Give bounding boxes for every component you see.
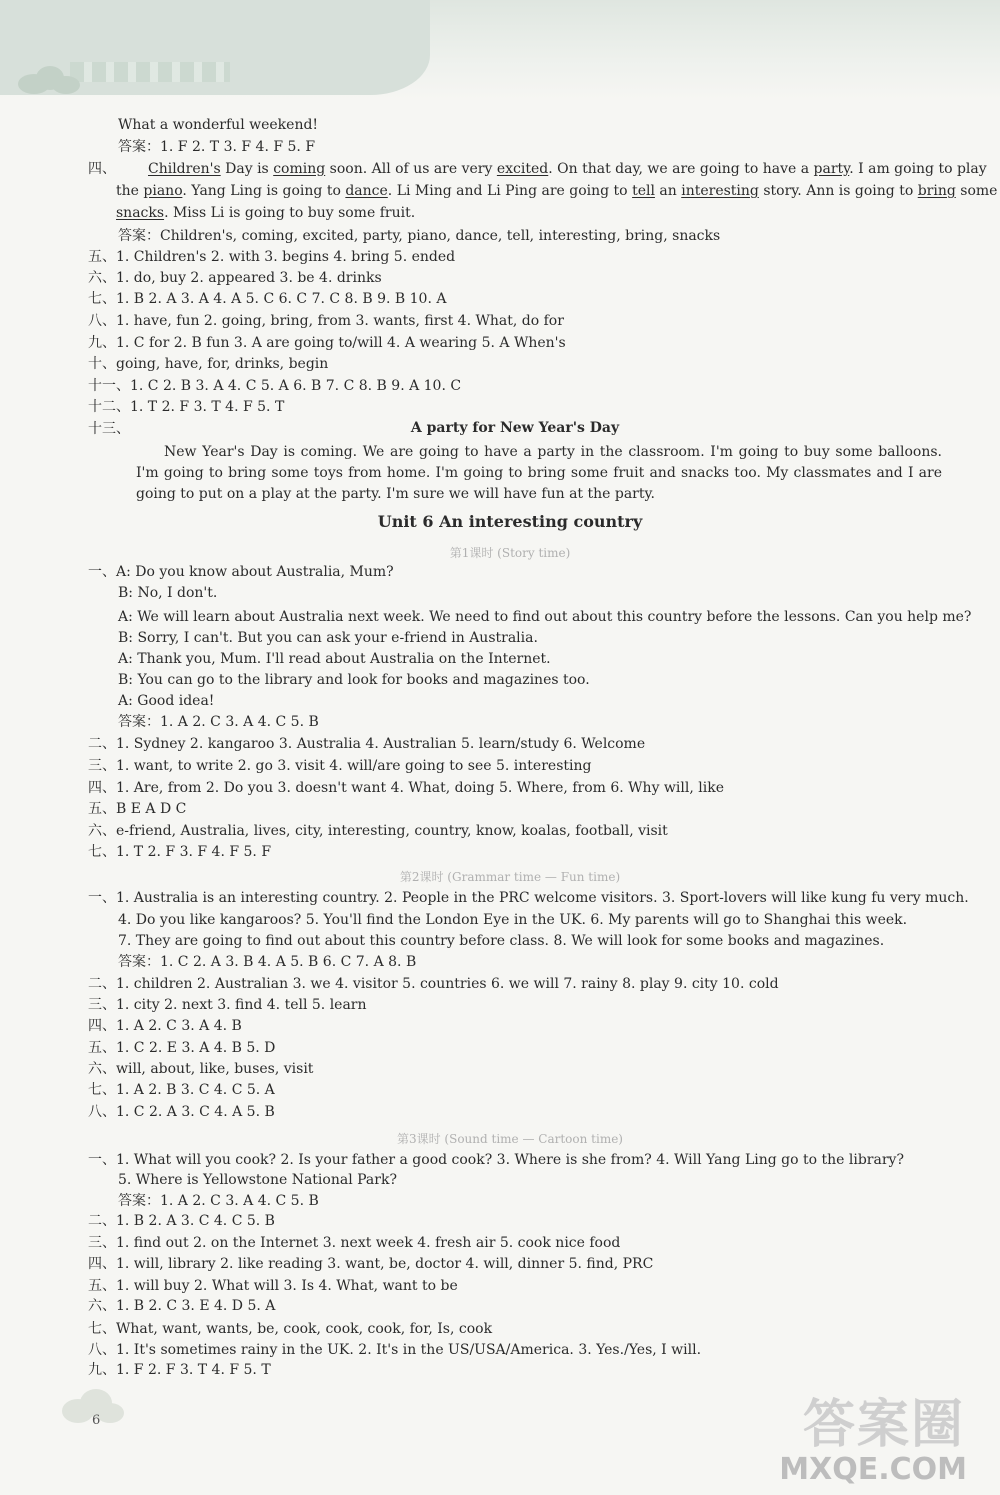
answer-line: 五、1. will buy 2. What will 3. Is 4. What, want to be <box>88 1278 458 1294</box>
answer-line: 十一、1. C 2. B 3. A 4. C 5. A 6. B 7. C 8. B 9. A 10. C <box>88 378 462 394</box>
passage-text: some <box>955 183 998 199</box>
passage-text: . Miss Li is going to buy some fruit. <box>164 205 416 221</box>
answer-line: 五、1. C 2. E 3. A 4. B 5. D <box>88 1040 276 1056</box>
answer-line: 答案：Children's, coming, excited, party, piano, dance, tell, interesting, bring, snacks <box>118 228 721 244</box>
lesson-title: 第1课时 (Story time) <box>449 546 571 560</box>
answer-line: 五、1. Children's 2. with 3. begins 4. bring 5. ended <box>88 249 456 265</box>
answer-line: What a wonderful weekend! <box>118 117 319 133</box>
answer-line: 六、1. do, buy 2. appeared 3. be 4. drinks <box>88 270 382 286</box>
answer-line: 三、1. city 2. next 3. find 4. tell 5. learn <box>88 997 367 1013</box>
blank-word: coming <box>273 161 326 177</box>
passage-text: story. Ann is going to <box>758 183 918 199</box>
page-number: 6 <box>92 1413 101 1428</box>
answer-line: 四、1. will, library 2. like reading 3. want, be, doctor 4. will, dinner 5. find, PRC <box>88 1256 654 1272</box>
answer-line: 一、1. Australia is an interesting country. 2. People in the PRC welcome visitors. 3. Sport-lovers will like kung fu very much. <box>88 890 969 906</box>
blank-word: party <box>813 161 850 177</box>
passage-text: the <box>116 183 144 199</box>
passage-text: . Yang Ling is going to <box>182 183 346 199</box>
answer-line: 十二、1. T 2. F 3. T 4. F 5. T <box>88 399 285 415</box>
answer-line: 5. Where is Yellowstone National Park? <box>118 1172 397 1188</box>
passage-text: . I am going to play <box>849 161 987 177</box>
answer-line: 九、1. C for 2. B fun 3. A are going to/will 4. A wearing 5. A When's <box>88 335 566 351</box>
fill-passage-line-1 <box>148 160 987 178</box>
cloud-icon <box>12 58 102 98</box>
blank-word: dance <box>345 183 388 199</box>
blank-word: bring <box>917 183 956 199</box>
dialogue-line: A: We will learn about Australia next week. We need to find out about this country before the lessons. Can you help me? <box>118 609 972 625</box>
essay-title: A party for New Year's Day <box>410 420 620 436</box>
answer-line: 七、1. T 2. F 3. F 4. F 5. F <box>88 844 272 860</box>
answer-line: 7. They are going to find out about this country before class. 8. We will look for some books and magazines. <box>118 933 885 949</box>
watermark-logo-text: 答案圈 <box>802 1395 965 1455</box>
dialogue-line: B: No, I don't. <box>118 585 218 601</box>
answer-line: 四、1. A 2. C 3. A 4. B <box>88 1018 242 1034</box>
blank-word: excited <box>496 161 549 177</box>
question-label: 四、 <box>88 161 116 177</box>
dialogue-line: 一、A: Do you know about Australia, Mum? <box>88 564 394 580</box>
answer-line: 六、1. B 2. C 3. E 4. D 5. A <box>88 1298 276 1314</box>
watermark-url: MXQE.COM <box>779 1452 967 1487</box>
answer-line: 六、e-friend, Australia, lives, city, interesting, country, know, koalas, football, visit <box>88 823 668 839</box>
answer-line: 九、1. F 2. F 3. T 4. F 5. T <box>88 1362 271 1378</box>
unit-title: Unit 6 An interesting country <box>377 512 643 531</box>
passage-text: Day is <box>220 161 274 177</box>
dialogue-line: A: Good idea! <box>118 693 215 709</box>
answer-line: 二、1. Sydney 2. kangaroo 3. Australia 4. Australian 5. learn/study 6. Welcome <box>88 736 646 752</box>
answer-line: 四、1. Are, from 2. Do you 3. doesn't want 4. What, doing 5. Where, from 6. Why will, like <box>88 780 724 796</box>
blank-word: piano <box>143 183 183 199</box>
answer-line: 一、1. What will you cook? 2. Is your father a good cook? 3. Where is she from? 4. Will Yang Ling go to the library? <box>88 1152 904 1168</box>
answer-line: 十、going, have, for, drinks, begin <box>88 356 329 372</box>
answer-line: 八、1. have, fun 2. going, bring, from 3. wants, first 4. What, do for <box>88 313 564 329</box>
fill-passage-line-2 <box>116 182 997 200</box>
blank-word: Children's <box>148 161 221 177</box>
answer-line: 五、B E A D C <box>88 801 187 817</box>
blank-word: tell <box>632 183 655 199</box>
answer-line: 答案：1. F 2. T 3. F 4. F 5. F <box>118 139 316 155</box>
answer-line: 4. Do you like kangaroos? 5. You'll find the London Eye in the UK. 6. My parents will go to Shanghai this week. <box>118 912 908 928</box>
answer-line: 三、1. find out 2. on the Internet 3. next week 4. fresh air 5. cook nice food <box>88 1235 621 1251</box>
answer-line: 答案：1. A 2. C 3. A 4. C 5. B <box>118 714 319 730</box>
question-label: 十三、 <box>88 421 130 437</box>
dialogue-line: B: Sorry, I can't. But you can ask your e-friend in Australia. <box>118 630 538 646</box>
dialogue-line: A: Thank you, Mum. I'll read about Australia on the Internet. <box>118 651 551 667</box>
answer-line: 八、1. It's sometimes rainy in the UK. 2. It's in the US/USA/America. 3. Yes./Yes, I will. <box>88 1342 702 1358</box>
blank-word: interesting <box>681 183 759 199</box>
answer-line: 八、1. C 2. A 3. C 4. A 5. B <box>88 1104 275 1120</box>
passage-text: an <box>654 183 682 199</box>
passage-text: soon. All of us are very <box>325 161 497 177</box>
answer-line: 七、1. B 2. A 3. A 4. A 5. C 6. C 7. C 8. B 9. B 10. A <box>88 291 447 307</box>
essay-body: New Year's Day is coming. We are going to have a party in the classroom. I'm going to buy some balloons. I'm going to bring some toys from home. I'm going to bring some fruit and snacks too. My classmates and I are going to put on a play at the party. I'm sure we will have fun at the party. <box>136 444 942 502</box>
lesson-title: 第2课时 (Grammar time — Fun time) <box>399 870 621 884</box>
answer-line: 答案：1. C 2. A 3. B 4. A 5. B 6. C 7. A 8. B <box>118 954 417 970</box>
answer-line: 七、What, want, wants, be, cook, cook, cook, for, Is, cook <box>88 1321 493 1337</box>
fill-passage-line-3 <box>116 204 415 222</box>
lesson-title: 第3课时 (Sound time — Cartoon time) <box>396 1132 623 1146</box>
dialogue-line: B: You can go to the library and look for books and magazines too. <box>118 672 590 688</box>
passage-text: . Li Ming and Li Ping are going to <box>387 183 633 199</box>
blank-word: snacks <box>116 205 165 221</box>
answer-line: 六、will, about, like, buses, visit <box>88 1061 314 1077</box>
answer-line: 答案：1. A 2. C 3. A 4. C 5. B <box>118 1193 319 1209</box>
answer-line: 三、1. want, to write 2. go 3. visit 4. will/are going to see 5. interesting <box>88 758 592 774</box>
passage-text: . On that day, we are going to have a <box>548 161 814 177</box>
answer-line: 二、1. B 2. A 3. C 4. C 5. B <box>88 1213 275 1229</box>
answer-line: 七、1. A 2. B 3. C 4. C 5. A <box>88 1082 275 1098</box>
watermark <box>760 1380 985 1490</box>
answer-line: 二、1. children 2. Australian 3. we 4. visitor 5. countries 6. we will 7. rainy 8. play 9. city 10. cold <box>88 976 779 992</box>
